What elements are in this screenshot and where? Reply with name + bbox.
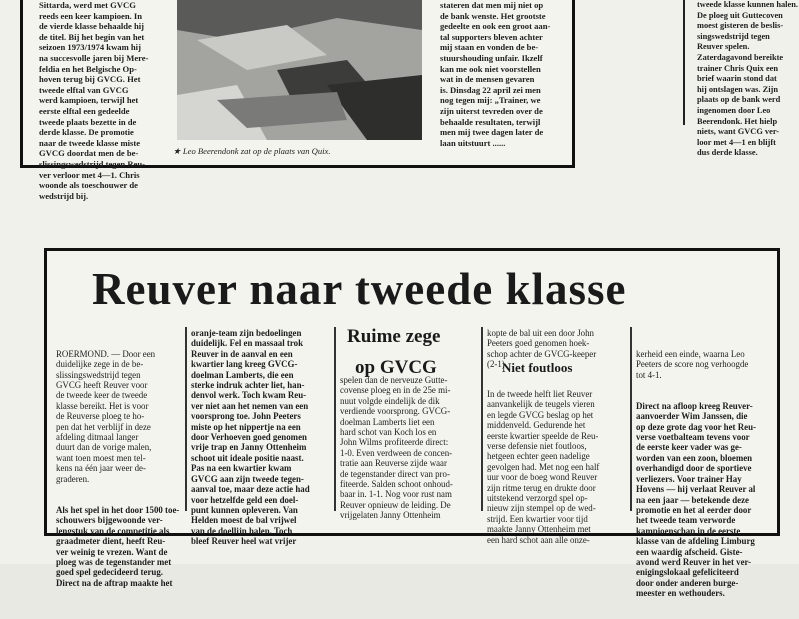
text-line: woonde als toeschouwer de (39, 180, 138, 191)
text-line: Peeters de score nog verhoogde (636, 359, 749, 370)
article-column-3 (340, 375, 453, 521)
photo-caption: ★ Leo Beerendonk zat op de plaats van Quix. (173, 146, 331, 156)
text-line: kerheid een einde, waarna Leo (636, 348, 745, 359)
text-line: dus derde klasse. (697, 148, 758, 158)
text-line: In de tweede helft liet Reuver (487, 389, 593, 399)
text-line: een waardig afscheid. Giste- (636, 546, 743, 557)
text-line: Reuver spelen. (697, 42, 750, 52)
text-line: moest gisteren de beslis- (697, 21, 784, 31)
text-line: maakte Janny Ottenheim met (487, 524, 591, 535)
text-line: graadmeter dient, heeft Reu- (56, 536, 166, 547)
text-line: miste op het nippertje na een (191, 421, 301, 432)
column-rule (630, 327, 632, 511)
text-line: pen dat het verblijf in deze (56, 421, 151, 432)
text-line: trainer Chris Quix een (697, 63, 779, 73)
text-line: de vierde klasse behaalde hij (39, 21, 145, 32)
text-line: verse voetbalteam tevens voor (636, 432, 750, 443)
text-line: kopte de bal uit een door John (487, 328, 594, 338)
text-line: de eerste keer vader was ge- (636, 442, 742, 453)
text-line: na een jaar — betekende deze (636, 494, 749, 505)
text-line: GVCG aan zijn tweede tegen- (191, 473, 304, 484)
text-line: verliezers. Voor trainer Hay (636, 473, 742, 484)
text-line: ploeg was de tegenstander met (56, 556, 172, 567)
text-line: kwartier lang kreeg GVCG- (191, 359, 298, 370)
text-line: tal supporters bleven achter (440, 31, 543, 42)
text-line: en legde GVCG beslag op het (487, 409, 594, 420)
text-line: enigingslokaal gefeliciteerd (636, 567, 739, 578)
text-line: ver verloor met 4—1. Chris (39, 169, 140, 180)
text-line: tweede klasse kunnen halen. (697, 0, 798, 9)
text-line: door onder anderen burge- (636, 577, 739, 588)
text-line: stateren dat men mij niet op (440, 0, 544, 10)
text-line: uur voor de boeg wond Reuver (487, 472, 598, 483)
subheading-niet-foutloos: Niet foutloos (502, 360, 573, 375)
text-line: derde klasse. De promotie (39, 127, 134, 138)
text-line: klasse van de afdeling Limburg (636, 536, 755, 547)
article-column-1 (56, 328, 179, 609)
text-line: eerste kwartier speelde de Reu- (487, 430, 599, 441)
text-line: duidelijke zege in de be- (56, 359, 144, 370)
text-line: seizoen 1973/1974 kwam hij (39, 42, 141, 53)
text-line: hetgeen echter geen nadelige (487, 451, 590, 462)
text-line: laan uitstuurt ...... (440, 137, 506, 148)
text-line: strijd. Een kwartier voor tijd (487, 513, 588, 524)
text-line: voor hetzelfde geld een doel- (191, 494, 299, 505)
text-line: lengstuk van de competitie als (56, 525, 170, 536)
text-line: overhandigd door de sportieve (636, 463, 752, 474)
text-line: GVCG doordat men de be- (39, 148, 139, 159)
right-fragment (683, 0, 799, 158)
text-line: aanval toe, maar deze actie had (191, 484, 310, 495)
text-line: is. Dinsdag 22 april zei men (440, 84, 541, 95)
column-rule (185, 327, 187, 511)
column-rule (481, 327, 483, 511)
text-line: aanvankelijk de teugels vieren (487, 399, 595, 410)
text-line: de Reuverse ploeg te ho- (56, 411, 145, 422)
text-line: vrijgelaten Janny Ottenheim (340, 510, 441, 521)
text-line: voorsprong toe. John Peeters (191, 411, 301, 422)
text-line: reeds een keer kampioen. In (39, 10, 143, 21)
text-line: niets, want GVCG ver- (697, 127, 780, 137)
text-line: na succesvolle jaren bij Mere- (39, 52, 149, 63)
text-line: ver weinig te vrezen. Want de (56, 546, 168, 557)
text-line: aanvoerder Wim Janssen, die (636, 411, 748, 422)
text-line: verse defensie niet foutloos, (487, 441, 587, 452)
text-line: wat in de mensen gevaren (440, 74, 535, 85)
text-line: behaalde resultaten, terwijl (440, 116, 541, 127)
text-line: oranje-team zijn bedoelingen (191, 328, 302, 338)
text-line: door Verhoeven goed genomen (191, 432, 307, 443)
text-line: promotie en het al eerder door (636, 504, 752, 515)
text-line: sterke indruk achter liet, han- (191, 380, 305, 391)
subheading-ruime-zege: Ruime zege (347, 326, 441, 347)
text-line: stuurshouding unfair. Ikzelf (440, 52, 543, 63)
top-clipping (20, 0, 575, 201)
text-line: gedeelte en ook een groot aan- (440, 21, 551, 32)
text-line: want toen moest men tel- (56, 452, 146, 463)
text-line: zijn uiterst tevreden over de (440, 105, 543, 116)
text-line: de tegenstander direct van pro- (340, 468, 450, 479)
text-line: nuut volgde eindelijk de dik (340, 395, 440, 406)
article-column-5 (636, 328, 756, 619)
text-line: GVCG heeft Reuver voor (56, 380, 148, 391)
top-column-1 (39, 0, 148, 201)
text-line: tweede plaats bezette in de (39, 116, 137, 127)
text-line: Peeters goed genomen hoek- (487, 338, 590, 349)
text-line: vrije trap en Janny Ottenheim (191, 442, 307, 453)
text-line: punt kunnen opleveren. Van (191, 504, 298, 515)
text-line: afdeling ditmaal langer (56, 432, 139, 443)
text-line: Direct na afloop kreeg Reuver- (636, 400, 753, 411)
text-line: eerste elftal een gedeelde (39, 105, 130, 116)
text-line: tot 4-1. (636, 369, 662, 380)
text-line: van de doellijn halen. Toch (191, 525, 293, 536)
text-line: hij ontslagen was. Zijn (697, 84, 778, 94)
text-line: Direct na de aftrap maakte het (56, 577, 173, 588)
text-line: Beerendonk. Het hielp (697, 116, 778, 126)
column-5-intro (636, 349, 756, 380)
text-line: Pas na een kwartier kwam (191, 463, 292, 474)
text-line: de titel. Bij het begin van het (39, 31, 145, 42)
text-line: baar in. 1-1. Nog voor rust nam (340, 489, 452, 500)
text-line: op deze grote dag voor het Reu- (636, 421, 756, 432)
text-line: het tweede team verworde (636, 515, 736, 526)
text-line: ver niet aan het nemen van een (191, 400, 309, 411)
text-line: Sittarda, werd met GVCG (39, 0, 136, 10)
text-line: avond werd Reuver in het ver- (636, 556, 752, 567)
text-line: brief waarin stond dat (697, 74, 777, 84)
text-line: spelen dan de nerveuze Gutte- (340, 375, 448, 385)
text-line: een hard schot aan alle onze- (487, 534, 590, 545)
text-line: zijn ritme terug en drukte door (487, 482, 596, 493)
text-line: gevolgen had. Met nog een half (487, 461, 600, 472)
text-line: Als het spel in het door 1500 toe- (56, 504, 180, 515)
text-line: hoven terug bij GVCG. Het (39, 74, 141, 85)
text-line: schouwers bijgewoonde ver- (56, 515, 163, 526)
column-1-bold (56, 505, 179, 588)
text-line: schoot uit ideale positie naast. (191, 452, 304, 463)
text-line: duurt dan de vorige malen, (56, 442, 152, 453)
text-line: Zaterdagavond bereikte (697, 52, 784, 62)
main-article (44, 248, 780, 599)
text-line: Reuver opnieuw de leiding. De (340, 499, 451, 510)
text-line: schop achter de GVCG-keeper (487, 348, 597, 359)
text-line: de tweede keer de tweede (56, 390, 148, 401)
text-line: duidelijk. Fel en massaal trok (191, 338, 304, 349)
text-line: bleef Reuver heel wat vrijer (191, 536, 297, 547)
article-column-2 (191, 328, 310, 547)
text-line: wedstrijd bij. (39, 190, 89, 201)
text-line: uitstekend verzorgd spel op- (487, 493, 588, 504)
text-line: doelman Lamberts liet een (340, 416, 435, 427)
text-line: denvol werk. Toch kwam Reu- (191, 390, 307, 401)
match-photo (177, 0, 422, 140)
column-1-intro (56, 349, 179, 484)
text-line: loor met 4—1 en blijft (697, 137, 776, 147)
right-fragment-column (697, 0, 798, 159)
text-line: kens na één jaar weer de- (56, 463, 146, 474)
text-line: slissingswedstrijd tegen Reu- (39, 158, 145, 169)
text-line: tratie aan Reuverse zijde waar (340, 458, 447, 469)
text-line: covense ploeg en in de 25e mi- (340, 385, 451, 396)
text-line: De ploeg uit Guttecoven (697, 10, 783, 20)
text-line: werd kampioen, terwijl het (39, 95, 139, 106)
text-line: mij staan en vonden de be- (440, 42, 539, 53)
text-line: meester en wethouders. (636, 588, 725, 599)
column-5-bold (636, 401, 756, 599)
text-line: kan me ook niet voorstellen (440, 63, 541, 74)
text-line: kampioenschap in de eerste (636, 525, 741, 536)
text-line: de bank wenste. Het grootste (440, 10, 546, 21)
text-line: ingenomen door Leo (697, 105, 771, 115)
text-line: Reuver in de aanval en een (191, 348, 293, 359)
text-line: fiteerde. Salden schoot onhoud- (340, 479, 453, 490)
article-column-4b (487, 389, 599, 545)
text-line: klasse bereikt. Het is voor (56, 400, 149, 411)
text-line: hard schot van Koch los en (340, 427, 437, 438)
text-line: worden van een zoon, bloemen (636, 452, 753, 463)
text-line: slissingswedstrijd tegen (56, 369, 141, 380)
text-line: nog tegen mij: „Trainer, we (440, 95, 541, 106)
top-column-3 (440, 0, 550, 148)
text-line: plaats op de bank werd (697, 95, 781, 105)
text-line: doelman Lamberts, die een (191, 369, 294, 380)
text-line: (2-1). (487, 359, 507, 370)
text-line: 1-0. Even verdween de concen- (340, 447, 453, 458)
text-line: singswedstrijd tegen (697, 31, 770, 41)
text-line: John Wilms profiteerde direct: (340, 437, 449, 448)
text-line: tweede elftal van GVCG (39, 84, 129, 95)
text-line: ROERMOND. — Door een (56, 348, 156, 359)
text-line: men mij twee dagen later de (440, 127, 544, 138)
text-line: nieuw zijn stempel op de wed- (487, 503, 596, 514)
text-line: Helden moest de bal vrijwel (191, 515, 297, 526)
text-line: graderen. (56, 473, 90, 484)
text-line: goed spel gedecideerd terug. (56, 567, 163, 578)
text-line: Hovens — hij verlaat Reuver al (636, 484, 756, 495)
column-rule (334, 327, 336, 511)
text-line: feldia en het Belgische Op- (39, 63, 137, 74)
text-line: middenveld. Gedurende het (487, 420, 586, 431)
text-line: verdiende voorsprong. GVCG- (340, 406, 451, 417)
text-line: naar de tweede klasse miste (39, 137, 141, 148)
subheading-op-gvcg: op GVCG (355, 357, 437, 378)
headline: Reuver naar tweede klasse (92, 264, 627, 314)
